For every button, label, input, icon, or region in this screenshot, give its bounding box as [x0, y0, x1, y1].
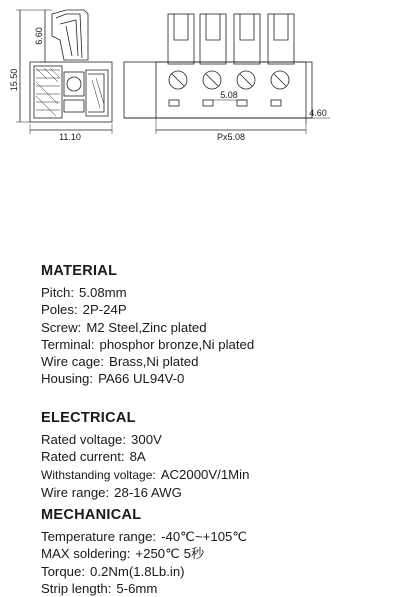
spec-value: 5-6mm: [116, 580, 158, 596]
spec-row: [41, 431, 249, 448]
dim-height-top: 6.60: [34, 27, 44, 45]
spec-value: AC2000V/1Min: [160, 466, 250, 482]
spec-value: -40℃~+105℃: [161, 529, 248, 544]
spec-label: Pitch:: [41, 285, 74, 300]
section-heading: MECHANICAL: [41, 507, 142, 523]
technical-drawing: [0, 0, 420, 150]
spec-row: [41, 528, 247, 545]
spec-label: Wire range:: [41, 484, 110, 500]
spec-value: +250℃ 5秒: [135, 546, 205, 562]
dim-pitch: 5.08: [220, 90, 238, 100]
spec-value: 28-16 AWG: [114, 484, 182, 500]
side-view-drawing: [16, 10, 112, 134]
mechanical-section: [41, 507, 247, 597]
spec-value: phosphor bronze,Ni plated: [99, 336, 255, 352]
spec-row: [41, 484, 249, 501]
spec-label: Housing:: [41, 371, 94, 387]
spec-label: Rated current:: [41, 449, 125, 465]
spec-value: 300V: [131, 432, 162, 447]
spec-row: [41, 336, 254, 353]
spec-label: Wire cage:: [41, 354, 105, 370]
dim-height-total: 15.50: [9, 68, 19, 92]
spec-row: [41, 580, 247, 597]
spec-label: Terminal:: [41, 336, 95, 352]
spec-value: Brass,Ni plated: [109, 354, 199, 370]
spec-value: PA66 UL94V-0: [98, 371, 185, 387]
spec-row: [41, 319, 254, 336]
spec-label: Temperature range:: [41, 529, 157, 544]
section-heading: MATERIAL: [41, 263, 118, 279]
spec-value: 2P-24P: [82, 302, 127, 318]
spec-label: Poles:: [41, 302, 78, 318]
front-view-drawing: [124, 14, 330, 134]
spec-row: [41, 353, 254, 370]
spec-value: 8A: [129, 449, 146, 465]
spec-label: Rated voltage:: [41, 432, 127, 447]
spec-row: [41, 466, 249, 484]
spec-label: Torque:: [41, 563, 85, 579]
dim-side-offset: 4.60: [309, 108, 327, 118]
electrical-section: [41, 410, 249, 501]
spec-row: [41, 301, 254, 318]
dim-width: 11.10: [59, 132, 81, 142]
section-heading: ELECTRICAL: [41, 410, 136, 426]
spec-label: MAX soldering:: [41, 546, 131, 562]
spec-row: [41, 563, 247, 580]
spec-value: M2 Steel,Zinc plated: [86, 319, 207, 335]
spec-value: 5.08mm: [78, 285, 127, 300]
material-section: [41, 263, 254, 388]
dim-pitch-formula: Px5.08: [216, 132, 246, 142]
spec-row: [41, 370, 254, 387]
spec-label: Strip length:: [41, 580, 112, 596]
spec-row: [41, 284, 254, 301]
spec-row: [41, 448, 249, 465]
spec-value: 0.2Nm(1.8Lb.in): [90, 563, 185, 579]
spec-row: [41, 545, 247, 562]
spec-label: Withstanding voltage:: [41, 467, 156, 482]
spec-label: Screw:: [41, 319, 82, 335]
